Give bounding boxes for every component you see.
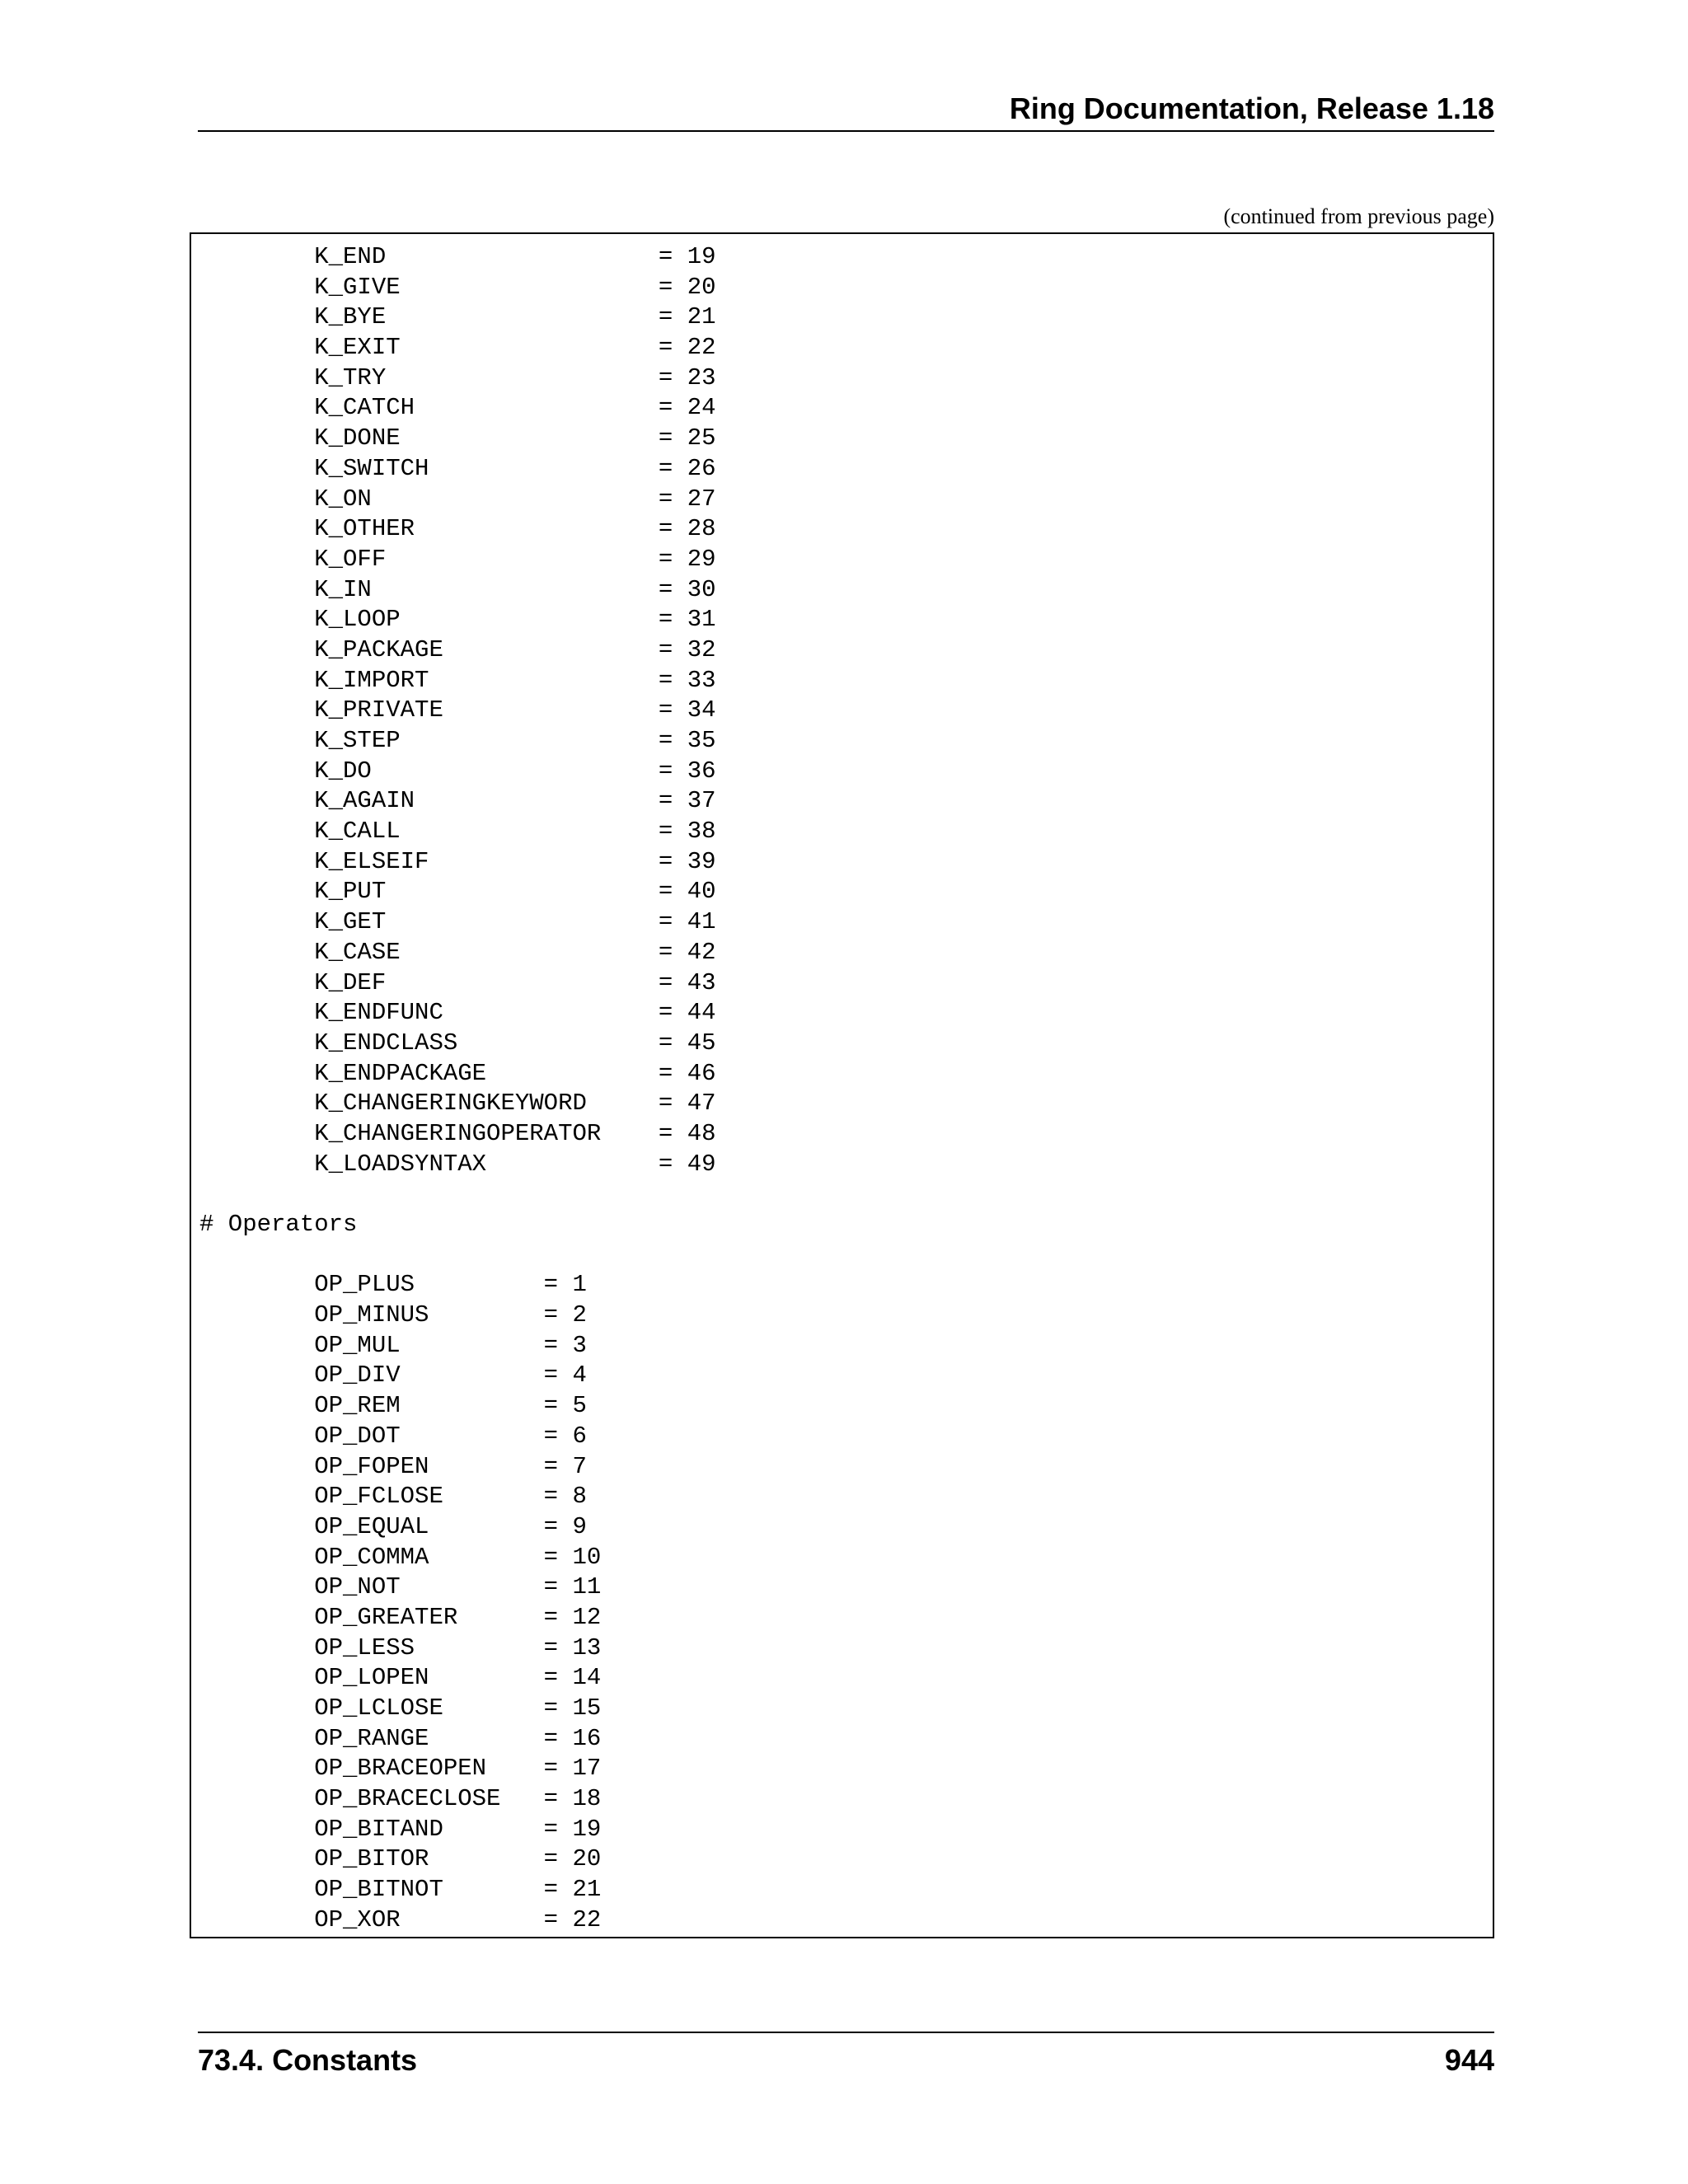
code-line: K_CASE = 42 [199,938,716,966]
page-header-title: Ring Documentation, Release 1.18 [1009,91,1494,125]
header-divider [198,130,1494,132]
code-line: K_TRY = 23 [199,363,716,391]
code-line: K_LOOP = 31 [199,606,716,634]
code-line: K_IN = 30 [199,575,716,603]
code-line: OP_BITOR = 20 [199,1845,602,1873]
code-block [190,232,1494,1938]
code-line: K_ENDFUNC = 44 [199,999,716,1027]
code-line: K_CATCH = 24 [199,394,716,422]
code-line: K_BYE = 21 [199,303,716,331]
footer-section-title: 73.4. Constants [198,2043,418,2077]
code-line: K_IMPORT = 33 [199,666,716,694]
code-line: K_GET = 41 [199,908,716,936]
code-line: OP_BRACEOPEN = 17 [199,1755,602,1783]
code-line: K_OFF = 29 [199,545,716,573]
code-line [199,1179,716,1210]
code-line: K_CHANGERINGOPERATOR = 48 [199,1119,716,1147]
code-line: K_OTHER = 28 [199,515,716,543]
code-line: K_ENDPACKAGE = 46 [199,1059,716,1087]
code-line: OP_DIV = 4 [199,1361,587,1390]
code-line: K_END = 19 [199,243,716,270]
code-line: OP_LCLOSE = 15 [199,1694,602,1722]
code-line: OP_FCLOSE = 8 [199,1483,587,1511]
footer-divider [198,2032,1494,2033]
code-line: K_LOADSYNTAX = 49 [199,1150,716,1178]
code-line: K_EXIT = 22 [199,334,716,362]
code-line: OP_PLUS = 1 [199,1271,587,1299]
code-line: OP_DOT = 6 [199,1422,587,1450]
code-line: OP_REM = 5 [199,1392,587,1420]
code-line: OP_BRACECLOSE = 18 [199,1785,602,1813]
code-line: K_DONE = 25 [199,424,716,452]
code-line: K_ON = 27 [199,485,716,513]
code-line: OP_EQUAL = 9 [199,1512,587,1540]
footer-page-number: 944 [1444,2043,1494,2077]
code-line: OP_BITNOT = 21 [199,1876,602,1904]
code-line: K_GIVE = 20 [199,273,716,301]
code-line: OP_LESS = 13 [199,1633,602,1661]
continued-label: (continued from previous page) [1223,204,1494,228]
code-line: K_CHANGERINGKEYWORD = 47 [199,1090,716,1118]
code-line: K_DEF = 43 [199,968,716,996]
code-line: OP_BITAND = 19 [199,1815,602,1843]
code-line: K_ENDCLASS = 45 [199,1029,716,1057]
code-line: K_DO = 36 [199,757,716,785]
code-lines [199,242,716,1936]
code-line: K_CALL = 38 [199,818,716,846]
code-line: K_PACKAGE = 32 [199,635,716,663]
code-line: OP_GREATER = 12 [199,1603,602,1631]
code-line: OP_MINUS = 2 [199,1301,587,1329]
code-line: K_STEP = 35 [199,727,716,754]
code-line: # Operators [199,1211,358,1238]
code-line: OP_XOR = 22 [199,1905,602,1933]
code-line: K_ELSEIF = 39 [199,847,716,875]
code-line: K_AGAIN = 37 [199,787,716,815]
code-line: OP_RANGE = 16 [199,1724,602,1752]
code-line: K_PUT = 40 [199,878,716,906]
code-line: OP_COMMA = 10 [199,1543,602,1571]
code-line [199,1240,716,1271]
code-line: OP_MUL = 3 [199,1331,587,1359]
code-line: OP_FOPEN = 7 [199,1452,587,1480]
code-line: K_PRIVATE = 34 [199,696,716,724]
code-line: K_SWITCH = 26 [199,454,716,482]
code-line: OP_NOT = 11 [199,1573,602,1601]
code-line: OP_LOPEN = 14 [199,1664,602,1692]
